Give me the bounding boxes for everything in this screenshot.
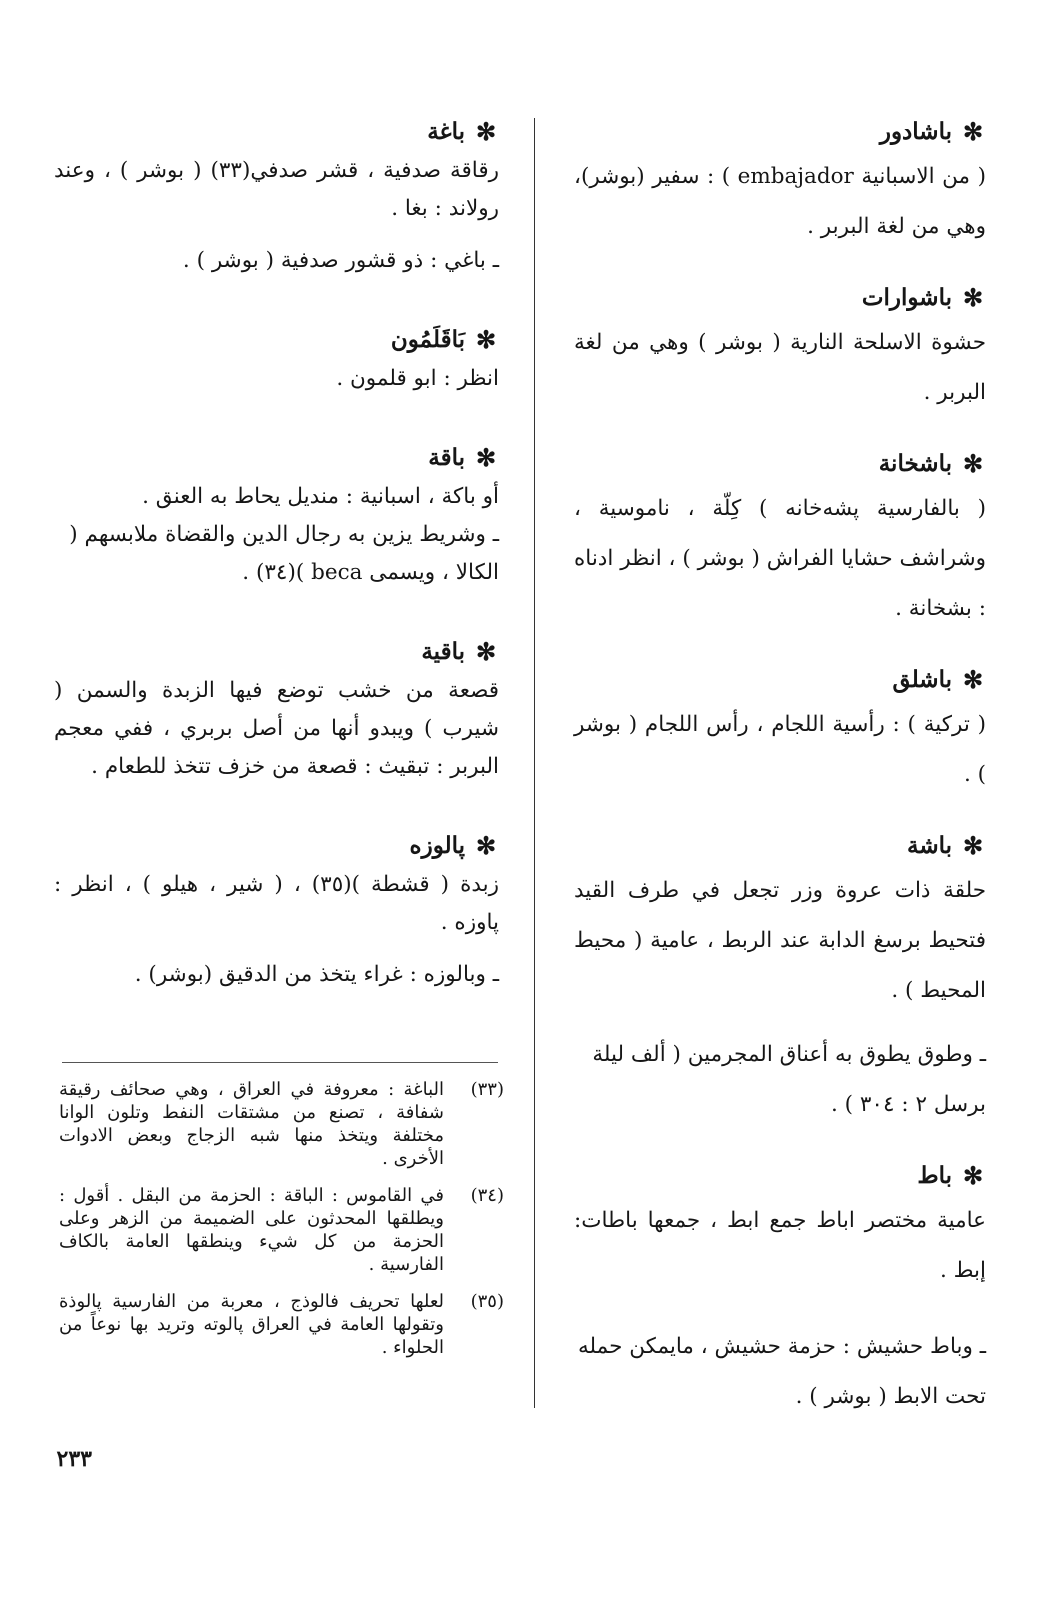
entry-definition: رقاقة صدفية ، قشر صدفي(٣٣) ( بوشر ) ، وعند رولاند : بغا . <box>54 158 499 221</box>
entry-subdefinition: ـ وطوق يطوق به أعناق المجرمين ( ألف ليلة برسل ٢ : ٣٠٤ ) . <box>592 1042 986 1117</box>
entry-bat <box>574 1156 986 1422</box>
entry-definition: ( بالفارسية پشه‌خانه ) كِلّة ، ناموسية ، وشراشف حشايا الفراش ( بوشر ) ، انظر ادناه : بشخانة . <box>574 496 986 621</box>
footnote-number: (٣٤) <box>470 1185 504 1206</box>
entry-baqa <box>54 438 499 592</box>
page-number: ٢٣٣ <box>56 1446 92 1472</box>
entry-headword: پالوزه <box>409 832 465 859</box>
asterisk-icon: ✻ <box>962 117 984 146</box>
asterisk-icon: ✻ <box>962 449 984 478</box>
entry-subdefinition: ـ وباط حشيش : حزمة حشيش ، مايمكن حمله تحت الابط ( بوشر ) . <box>578 1334 986 1409</box>
footnote-text: لعلها تحريف فالوذج ، معربة من الفارسية پالوذة وتقولها العامة في العراق پالوته وتريد بها نوعاً من الحلواء . <box>59 1291 444 1358</box>
entry-headword: باقة <box>428 444 465 471</box>
entry-headword: باغة <box>427 118 465 145</box>
entry-headword: باشة <box>906 832 952 859</box>
entry-definition: حشوة الاسلحة النارية ( بوشر ) وهي من لغة البربر . <box>574 330 986 405</box>
entry-subdefinition: ـ وبالوزه : غراء يتخذ من الدقيق (بوشر) . <box>134 962 499 987</box>
entry-bashliq <box>574 660 986 800</box>
entry-headword: باشخانة <box>878 450 952 477</box>
footnote-separator <box>62 1062 498 1063</box>
entry-baqalamun <box>54 320 499 398</box>
footnotes <box>59 1078 504 1373</box>
footnote-number: (٣٣) <box>470 1079 504 1100</box>
right-column <box>574 112 986 1422</box>
entry-headword: باشادور <box>879 118 952 145</box>
entry-bashkhana <box>574 444 986 634</box>
left-column <box>54 112 499 994</box>
footnote <box>59 1184 504 1276</box>
entry-baqiya <box>54 632 499 786</box>
asterisk-icon: ✻ <box>475 443 497 472</box>
entry-definition: قصعة من خشب توضع فيها الزبدة والسمن ( شيرب ) ويبدو أنها من أصل بربري ، ففي معجم البربر : تبقيث : قصعة من خزف تتخذ للطعام . <box>54 678 499 779</box>
footnote-number: (٣٥) <box>470 1291 504 1312</box>
footnote <box>59 1078 504 1170</box>
entry-headword: باشوارات <box>861 284 952 311</box>
asterisk-icon: ✻ <box>962 665 984 694</box>
asterisk-icon: ✻ <box>475 831 497 860</box>
footnote-text: الباغة : معروفة في العراق ، وهي صحائف رقيقة شفافة ، تصنع من مشتقات النفط وتلون الوانا مختلفة ويتخذ منها شبه الزجاج وبعض الادوات الأخرى . <box>59 1079 444 1169</box>
asterisk-icon: ✻ <box>962 1161 984 1190</box>
asterisk-icon: ✻ <box>475 117 497 146</box>
entry-paluza <box>54 826 499 994</box>
entry-definition: انظر : ابو قلمون . <box>336 366 499 391</box>
entry-subdefinition: ـ باغي : ذو قشور صدفية ( بوشر ) . <box>182 248 499 273</box>
entry-definition: عامية مختصر اباط جمع ابط ، جمعها باطات: إبط . <box>574 1208 986 1283</box>
entry-definition: حلقة ذات عروة وزر تجعل في طرف القيد فتحيط برسغ الدابة عند الربط ، عامية ( محيط المحيط ) . <box>574 878 986 1003</box>
entry-definition: زبدة ( قشطة )(٣٥) ، ( شير ، هيلو ) ، انظر : پاوزه . <box>54 872 499 935</box>
footnote-text: في القاموس : الباقة : الحزمة من البقل . أقول : ويطلقها المحدثون على الضميمة من الزهر وعلى الحزمة من كل شيء وينطقها العامة بالكاف الفارسية . <box>59 1185 444 1275</box>
entry-subdefinition: ـ وشريط يزين به رجال الدين والقضاة ملابسهم ( الكالا ، ويسمى beca )(٣٤) . <box>69 522 499 585</box>
footnote <box>59 1290 504 1359</box>
entry-definition: ( تركية ) : رأسية اللجام ، رأس اللجام ( بوشر ) . <box>574 712 986 787</box>
entry-headword: بَاقَلَمُون <box>390 326 465 353</box>
entry-headword: باط <box>917 1162 952 1189</box>
asterisk-icon: ✻ <box>475 325 497 354</box>
column-divider <box>534 118 535 1408</box>
asterisk-icon: ✻ <box>962 831 984 860</box>
entry-bagha <box>54 112 499 280</box>
entry-bashador <box>574 112 986 252</box>
asterisk-icon: ✻ <box>962 283 984 312</box>
entry-headword: باشلق <box>892 666 952 693</box>
entry-bashwarat <box>574 278 986 418</box>
entry-definition: ( من الاسبانية embajador ) : سفير (بوشر)، وهي من لغة البربر . <box>574 164 986 239</box>
asterisk-icon: ✻ <box>475 637 497 666</box>
entry-definition: أو باكة ، اسبانية : منديل يحاط به العنق . <box>142 484 499 509</box>
entry-headword: باقية <box>421 638 465 665</box>
entry-basha <box>574 826 986 1130</box>
